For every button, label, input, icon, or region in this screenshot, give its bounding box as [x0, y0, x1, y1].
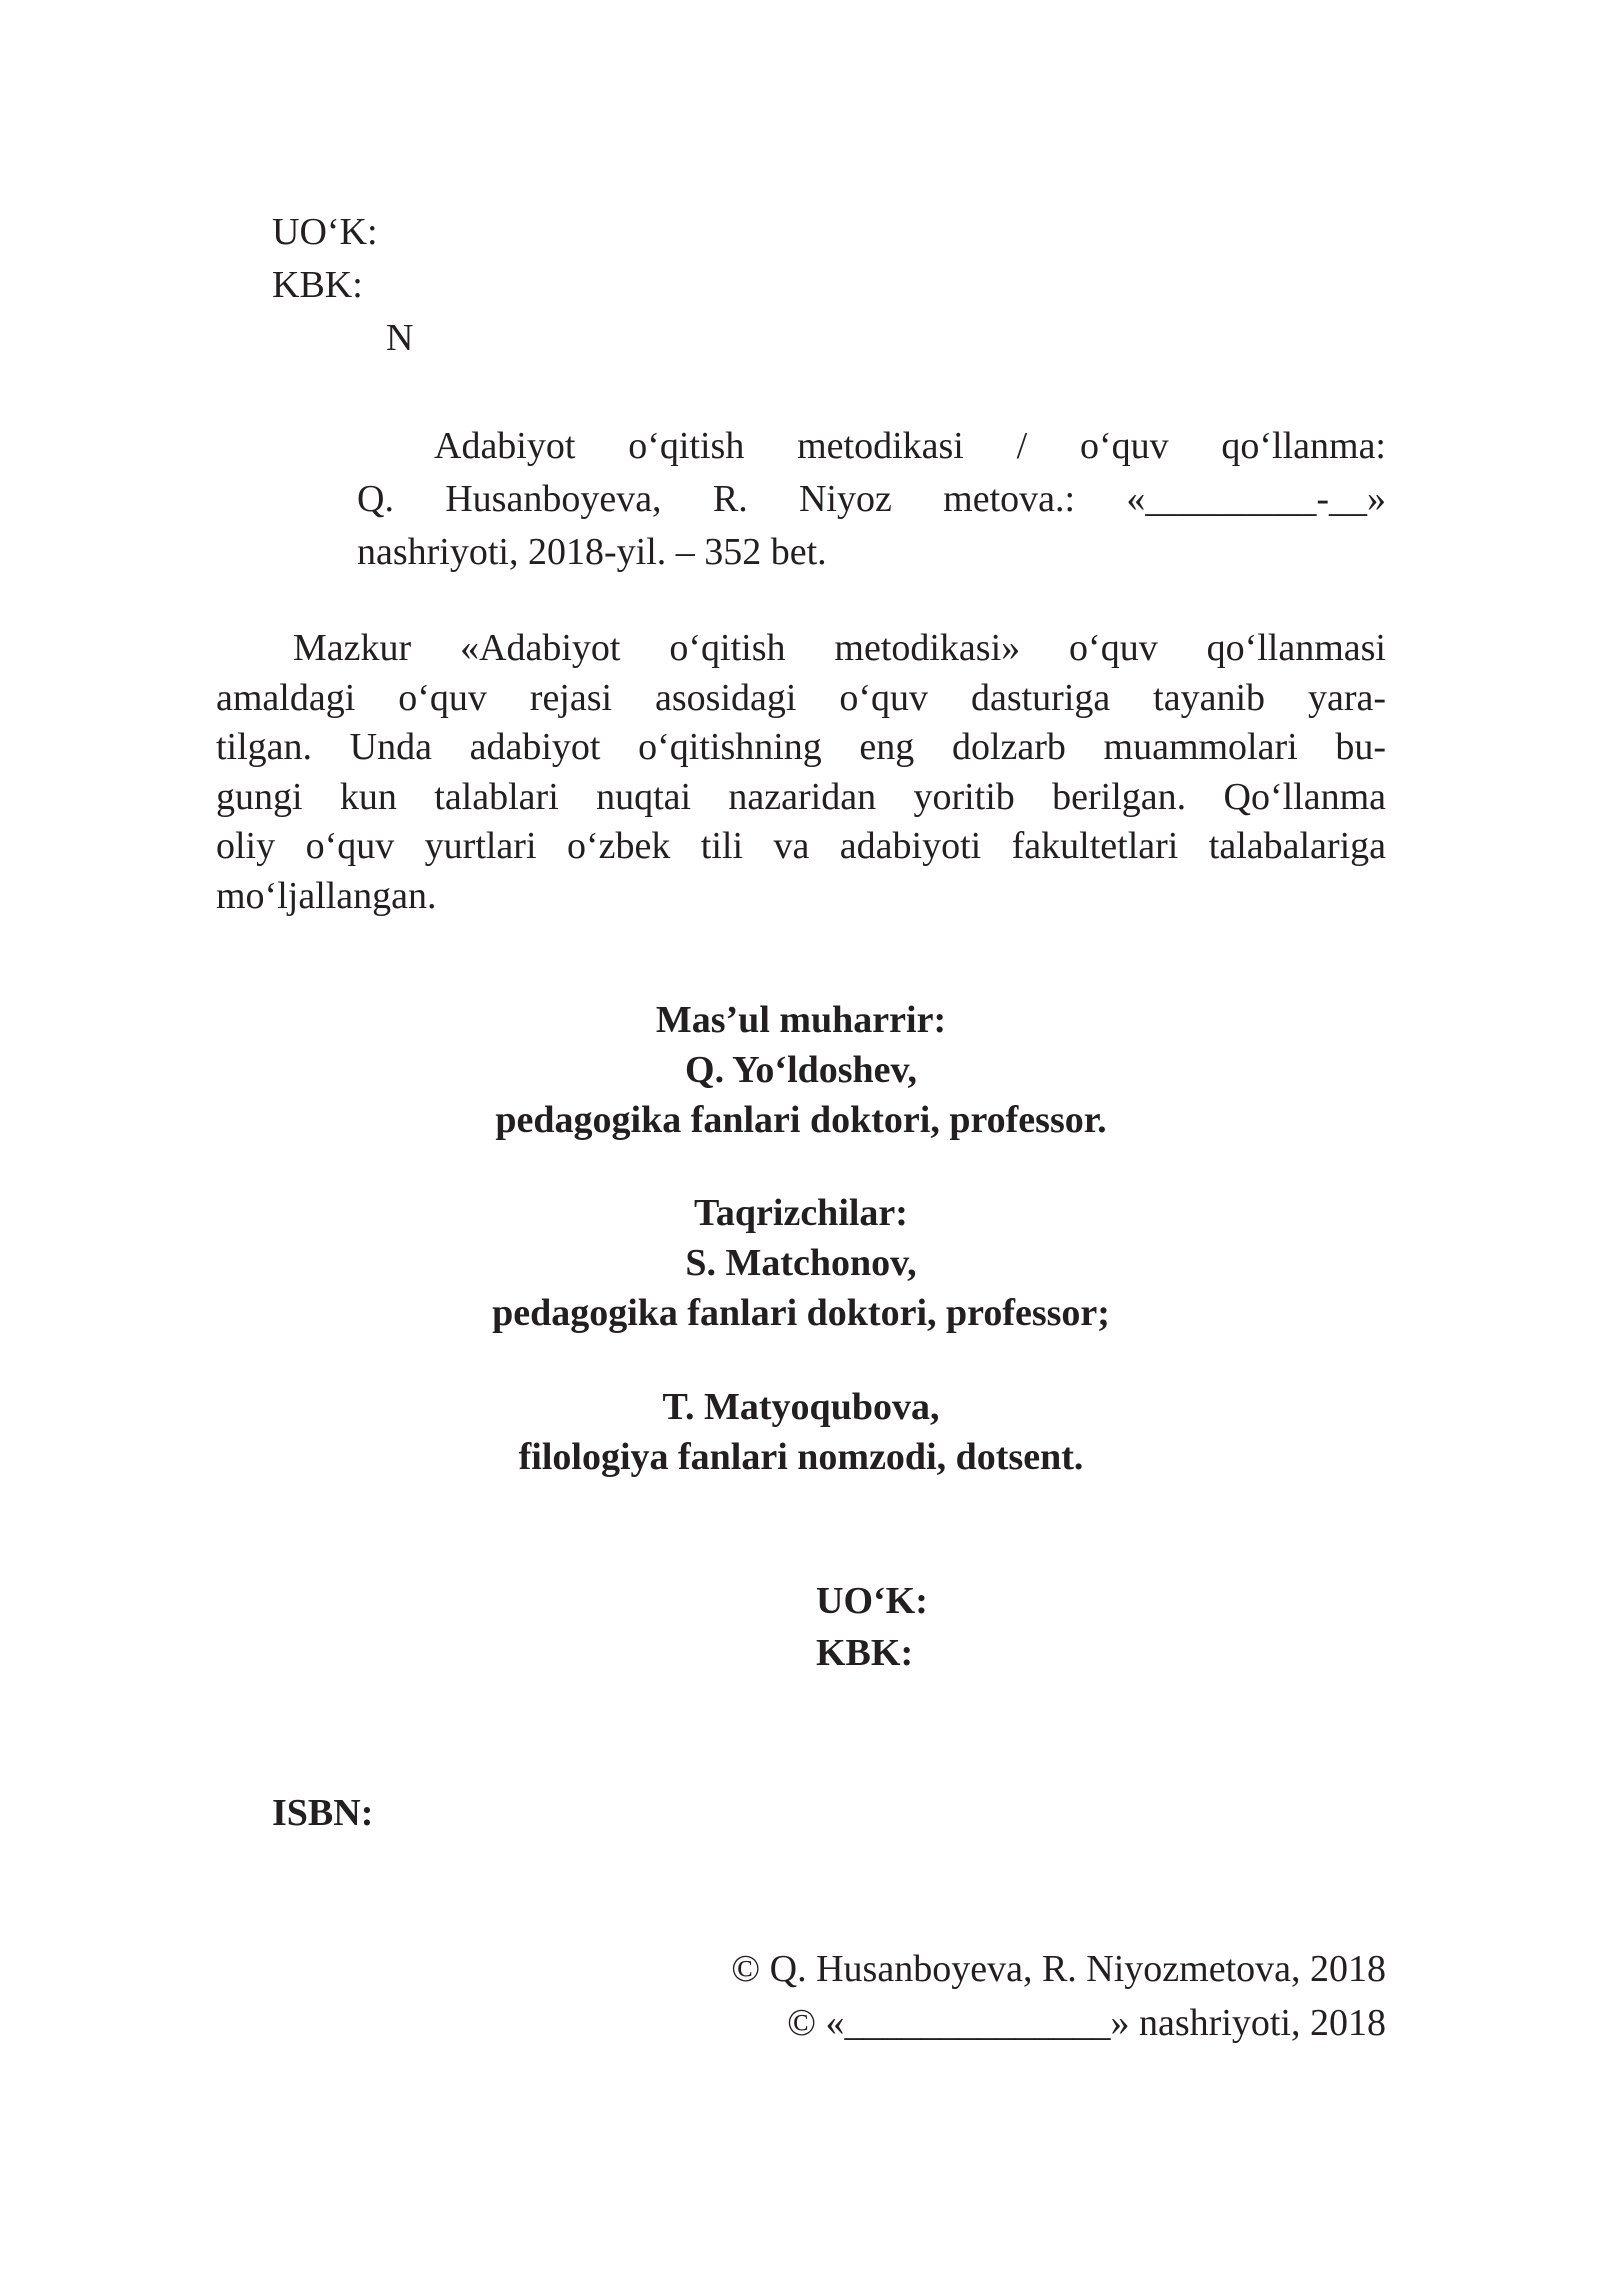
editor-title: pedagogika fanlari doktori, professor. [495, 1099, 1107, 1141]
editor-heading: Mas’ul muharrir: [655, 999, 947, 1041]
classification-codes-bottom [816, 1575, 928, 1679]
annotation-line: oliy o‘quv yurtlari o‘zbek tili va adabiyoti fakultetlari talabalariga [216, 825, 1386, 867]
isbn-label: ISBN: [272, 1792, 374, 1834]
bibliographic-entry [357, 420, 1386, 579]
reviewers-block [216, 1188, 1386, 1338]
uok-code-label: UO‘K: [816, 1580, 928, 1622]
kbk-code-label: KBK: [816, 1632, 914, 1674]
copyright-authors: © Q. Husanboyeva, R. Niyozmetova, 2018 [731, 1948, 1386, 1990]
kbk-code-label: KBK: [272, 264, 363, 306]
annotation-line: Mazkur «Adabiyot o‘qitish metodikasi» o‘quv qo‘llanmasi [293, 627, 1386, 669]
editor-name: Q. Yo‘ldoshev, [685, 1049, 917, 1091]
reviewer-1-name: S. Matchonov, [685, 1242, 917, 1284]
bibliographic-line-3: nashriyoti, 2018-yil. – 352 bet. [357, 531, 827, 573]
annotation-paragraph [216, 624, 1386, 921]
responsible-editor-block [216, 995, 1386, 1145]
annotation-line: amaldagi o‘quv rejasi asosidagi o‘quv dasturiga tayanib yara- [216, 676, 1386, 719]
copyright-publisher: © «______________» nashriyoti, 2018 [787, 2002, 1386, 2044]
copyright-block [600, 1942, 1386, 2050]
annotation-line: mo‘ljallangan. [216, 874, 437, 917]
author-mark: N [386, 317, 414, 359]
reviewers-heading: Taqrizchilar: [694, 1192, 908, 1234]
bibliographic-line-2: Q. Husanboyeva, R. Niyoz metova.: «_________-__» [357, 478, 1386, 520]
bibliographic-line-1: Adabiyot o‘qitish metodikasi / o‘quv qo‘llanma: [434, 425, 1386, 467]
annotation-line: gungi kun talablari nuqtai nazaridan yoritib berilgan. Qo‘llanma [216, 775, 1386, 818]
reviewer-1-title: pedagogika fanlari doktori, professor; [492, 1292, 1110, 1334]
uok-code-label: UO‘K: [272, 211, 378, 253]
reviewer-2-name: T. Matyoqubova, [662, 1386, 940, 1428]
reviewer-2-block [216, 1382, 1386, 1482]
reviewer-2-title: filologiya fanlari nomzodi, dotsent. [518, 1436, 1084, 1478]
classification-codes-top [272, 207, 413, 366]
annotation-line: tilgan. Unda adabiyot o‘qitishning eng dolzarb muammolari bu- [216, 726, 1386, 768]
